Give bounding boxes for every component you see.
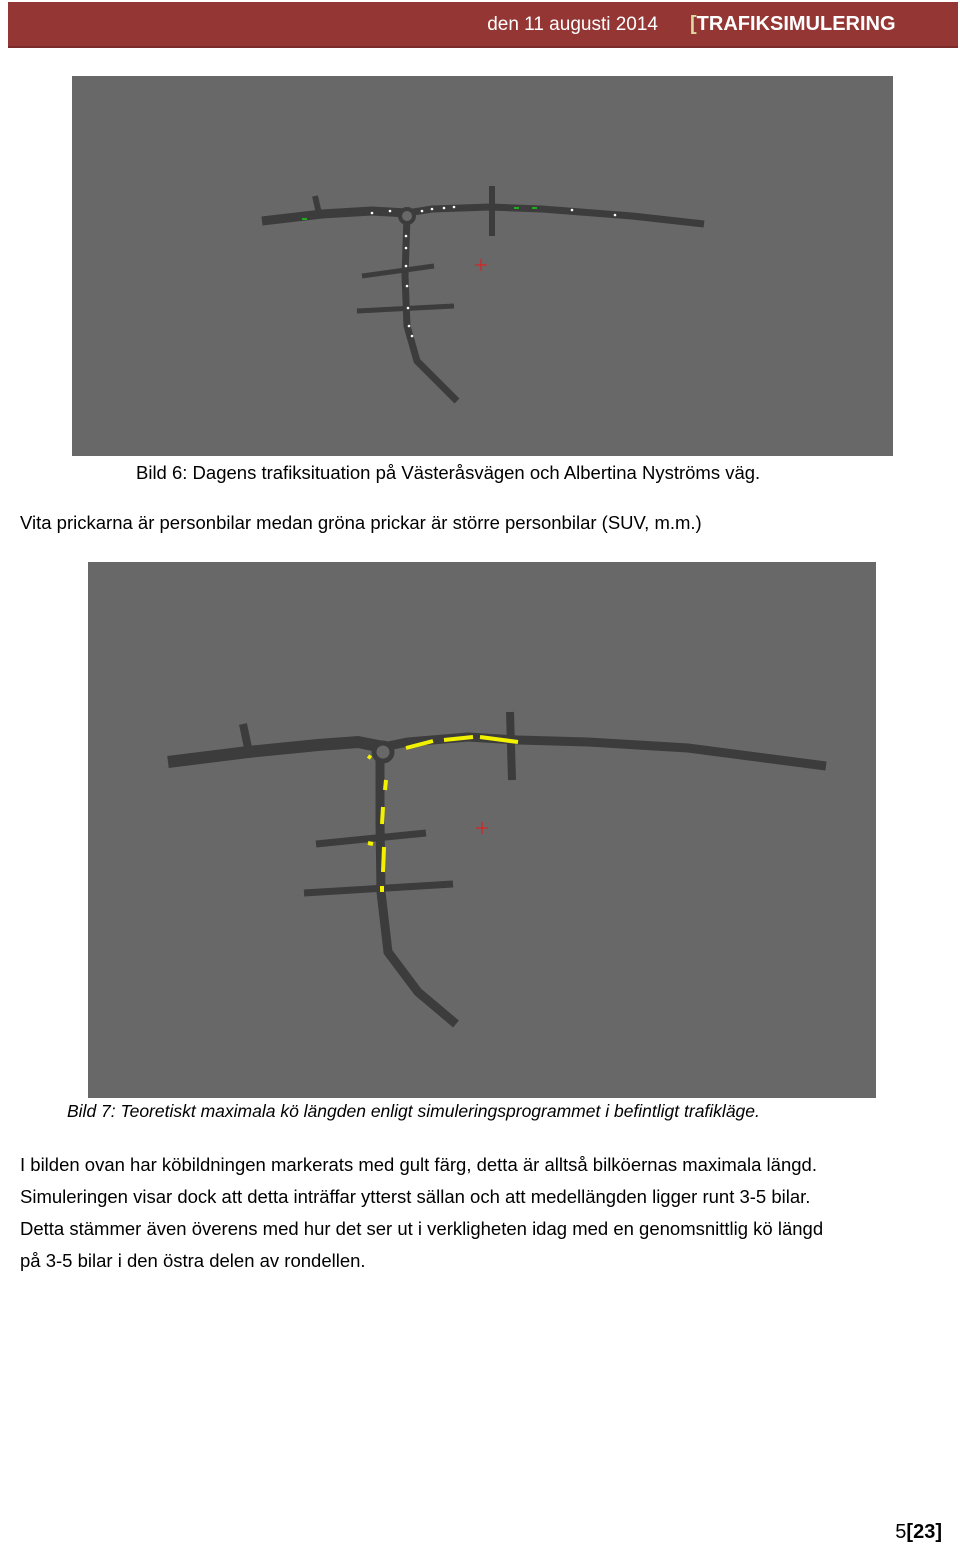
queue-network-svg [88,562,876,1098]
car-dot [405,265,408,268]
header-title [690,13,896,36]
header-date: den 11 augusti 2014 [487,14,658,35]
header-bracket: [ [690,13,697,35]
car-dot [405,247,408,250]
page-total: [23] [906,1521,942,1543]
car-dot [571,209,574,212]
car-dot [371,212,374,215]
side-road-lower [357,306,454,311]
car-dot [614,214,617,217]
traffic-simulation-map-current [72,76,893,456]
queue-segment [385,780,386,790]
main-road-east [407,207,704,224]
page-header [8,2,958,48]
car-dot [389,210,392,213]
main-road-west [262,211,407,221]
road-network-svg [72,76,893,456]
car-dot [406,285,409,288]
figure1-caption-line2: Vita prickarna är personbilar medan gröna prickar är större personbilar (SUV, m.m.) [20,512,702,533]
car-dot [408,325,411,328]
traffic-simulation-map-queue [88,562,876,1098]
suv-dot [302,218,307,220]
figure1-caption-line1: Bild 6: Dagens trafiksituation på Västeråsvägen och Albertina Nyströms väg. [136,462,761,483]
car-dot [431,208,434,211]
north-south-crossroad [510,712,512,780]
page-number [895,1521,942,1544]
car-dot [421,210,424,213]
main-road-west [168,742,383,762]
body-paragraph [20,1149,940,1277]
center-marker [476,822,488,834]
queue-segment [382,807,383,824]
body-line: I bilden ovan har köbildningen markerats med gult färg, detta är alltså bilköernas maximala längd. [20,1154,817,1175]
body-line: Detta stämmer även överens med hur det ser ut i verkligheten idag med en genomsnittlig kö längd [20,1218,824,1239]
car-dot [443,207,446,210]
queue-segment [383,847,384,872]
car-dot [407,307,410,310]
roundabout [400,209,414,223]
suv-dot [532,207,537,209]
car-dot [453,206,456,209]
figure2-caption: Bild 7: Teoretiskt maximala kö längden enligt simuleringsprogrammet i befintligt trafikläge. [67,1101,760,1121]
roundabout [374,743,392,761]
side-road-upper [362,266,434,276]
car-dot [405,235,408,238]
queue-segment [368,756,371,758]
center-marker [475,259,487,271]
body-line: på 3-5 bilar i den östra delen av rondellen. [20,1250,366,1271]
header-title-text: TRAFIKSIMULERING [696,13,896,35]
page-current: 5 [895,1521,907,1543]
side-road-lower [304,884,453,893]
body-line: Simuleringen visar dock att detta inträffar ytterst sällan och att medellängden ligger runt 3-5 bilar. [20,1186,811,1207]
suv-dot [514,207,519,209]
car-dot [411,335,414,338]
queue-segment [368,843,373,844]
